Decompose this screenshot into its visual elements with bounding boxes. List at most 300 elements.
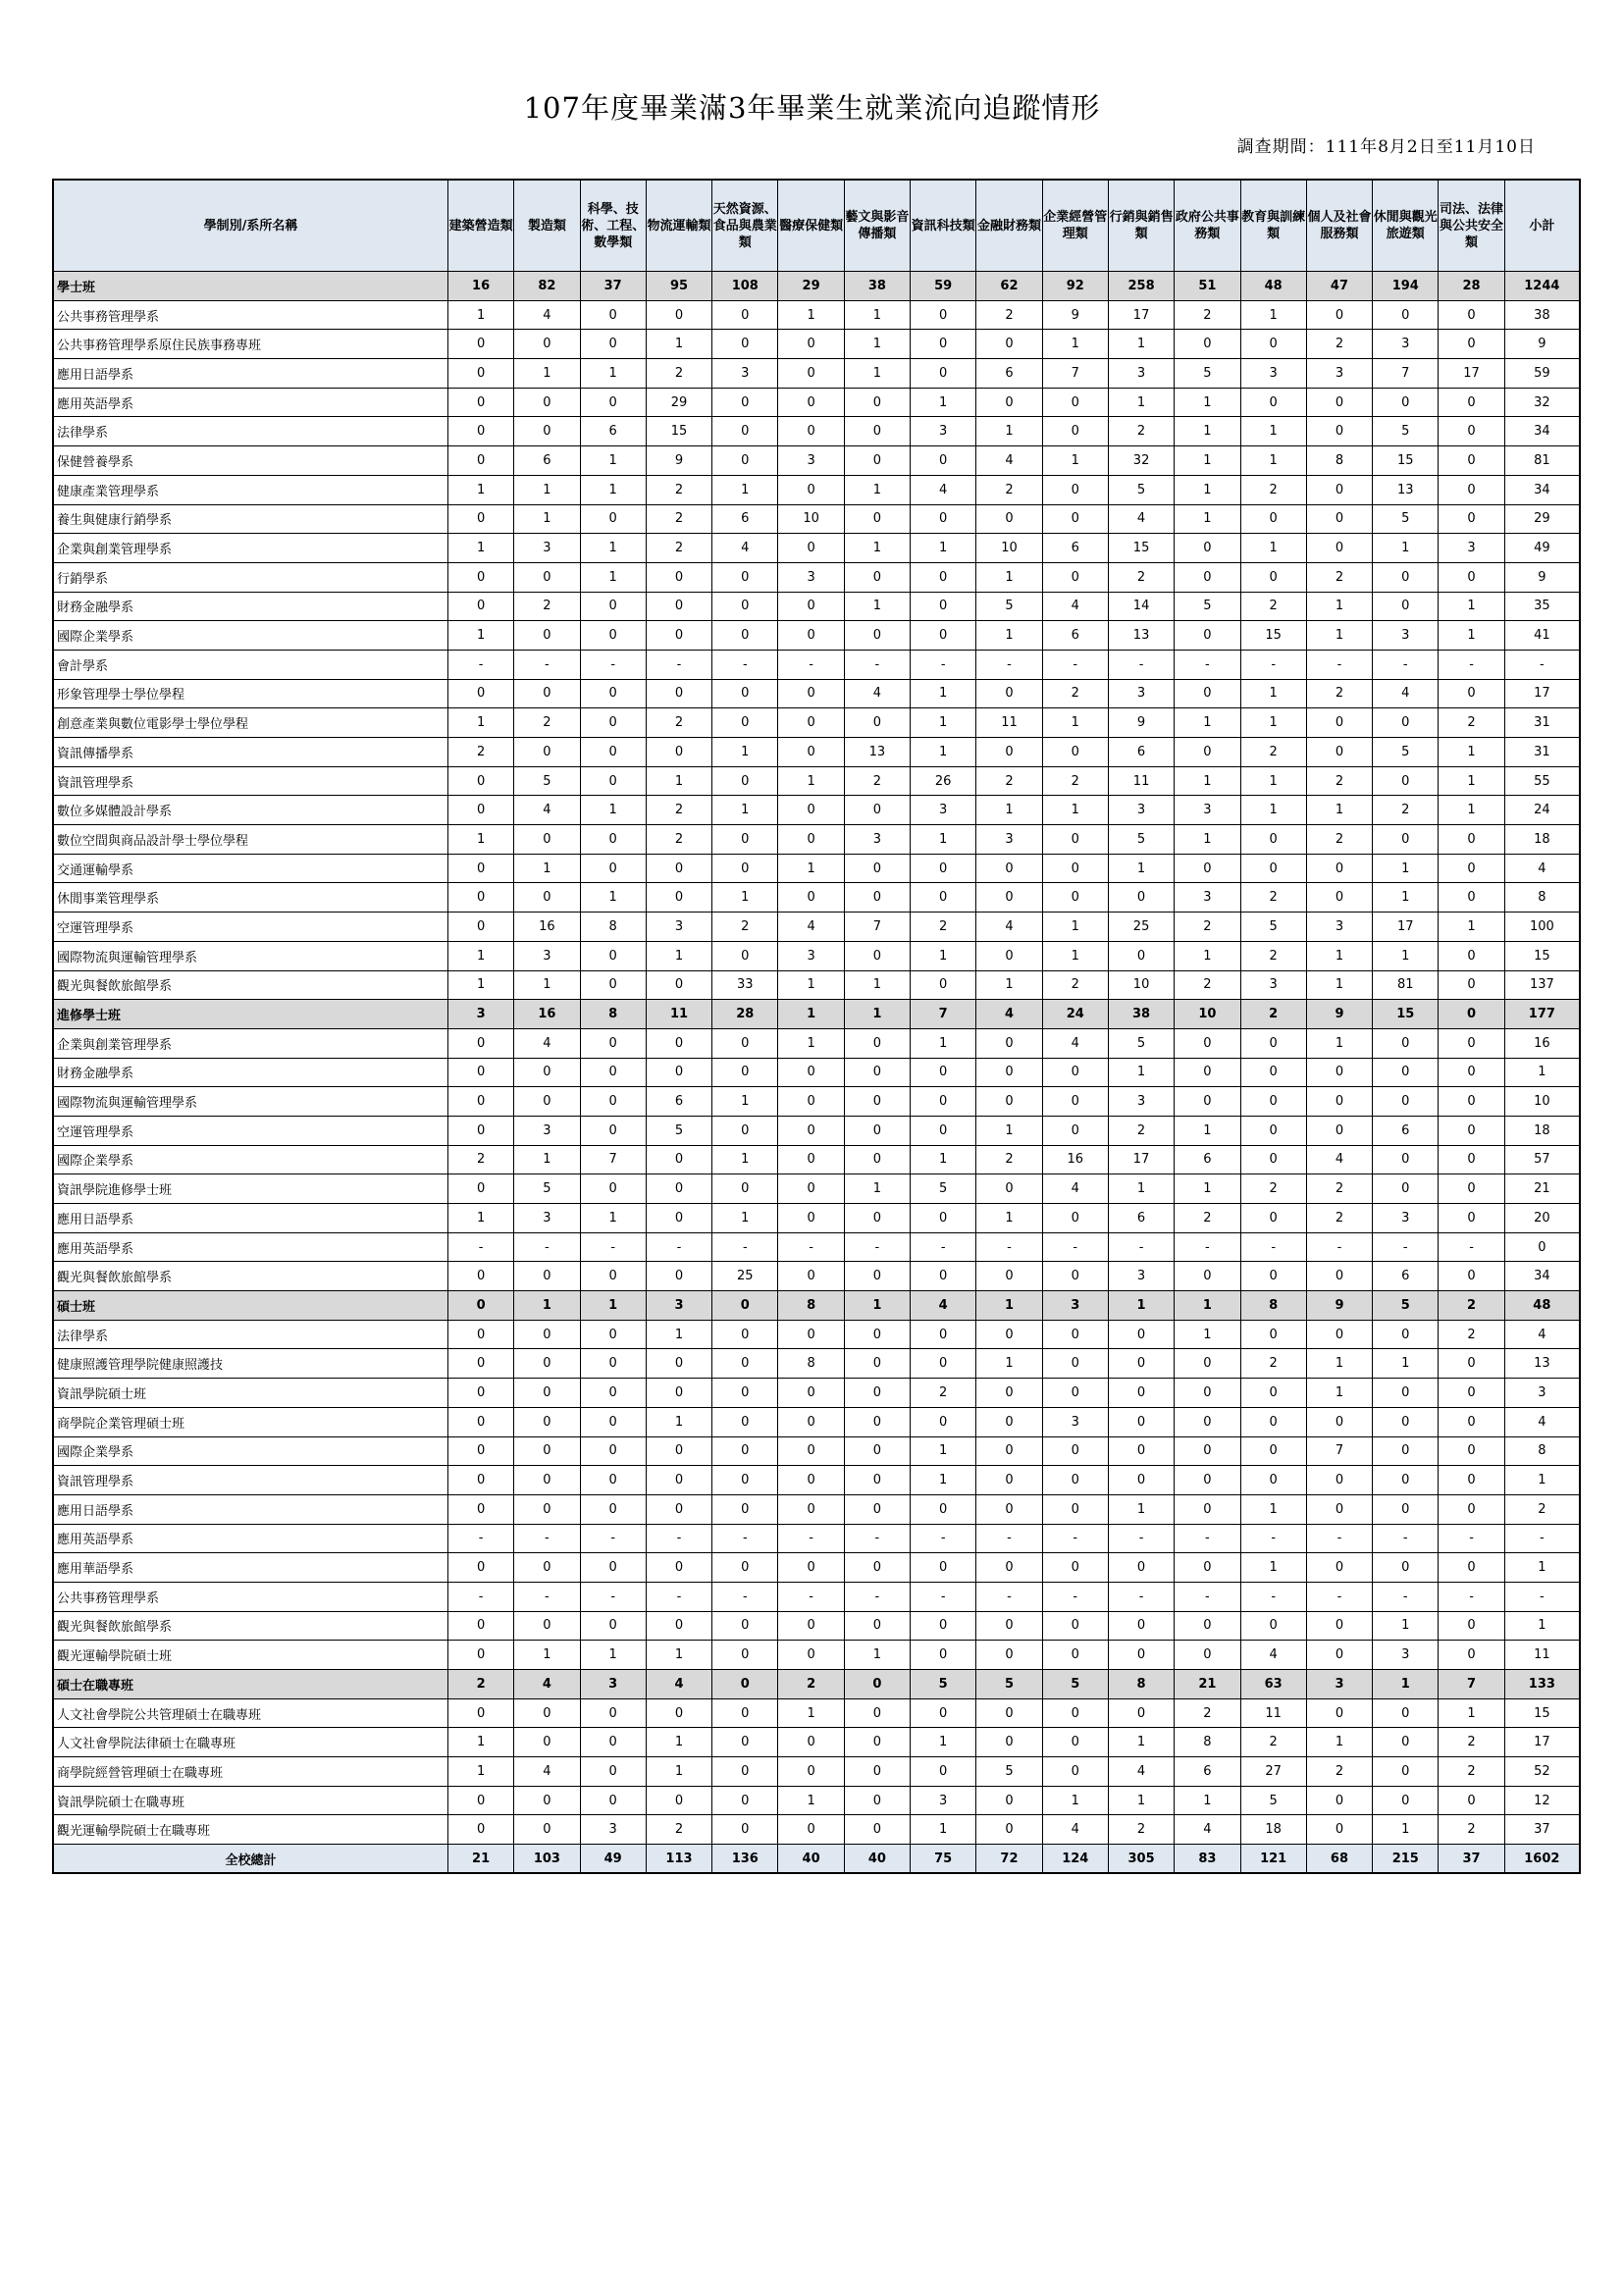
value-cell: 92 (1042, 272, 1108, 301)
value-cell: 27 (1240, 1757, 1306, 1787)
value-cell: 0 (447, 1174, 513, 1204)
value-cell: 0 (712, 446, 778, 476)
value-cell: 0 (778, 1815, 844, 1845)
table-row (53, 504, 1580, 534)
value-cell: 4 (514, 796, 580, 825)
subtotal-cell: 29 (1504, 504, 1580, 534)
value-cell: - (911, 650, 976, 679)
value-cell: 1 (911, 825, 976, 855)
dept-name-cell: 形象管理學士學位學程 (53, 679, 447, 708)
value-cell: - (712, 650, 778, 679)
dept-name-cell: 保健營養學系 (53, 446, 447, 476)
value-cell: 0 (646, 1698, 711, 1728)
dept-name-cell: 法律學系 (53, 417, 447, 446)
value-cell: 0 (976, 388, 1042, 417)
value-cell: 0 (1373, 1698, 1439, 1728)
value-cell: 29 (646, 388, 711, 417)
page-title: 107年度畢業滿3年畢業生就業流向追蹤情形 (523, 91, 1101, 125)
value-cell: 1 (646, 1407, 711, 1436)
value-cell: 7 (911, 1000, 976, 1029)
value-cell: 3 (1373, 330, 1439, 359)
value-cell: 0 (712, 330, 778, 359)
value-cell: 47 (1306, 272, 1372, 301)
value-cell: 0 (514, 679, 580, 708)
value-cell: 0 (976, 1379, 1042, 1408)
value-cell: 1 (1108, 854, 1174, 883)
value-cell: 0 (580, 1786, 646, 1815)
value-cell: 0 (778, 1611, 844, 1641)
subtotal-cell: - (1504, 650, 1580, 679)
value-cell: 4 (514, 1757, 580, 1787)
value-cell: 0 (1306, 1815, 1372, 1845)
subtotal-cell: 32 (1504, 388, 1580, 417)
value-cell: 0 (1439, 854, 1504, 883)
subtotal-cell: 31 (1504, 708, 1580, 738)
value-cell: 0 (447, 1815, 513, 1845)
value-cell: 0 (844, 1087, 910, 1117)
dept-name-cell: 交通運輸學系 (53, 854, 447, 883)
dept-name-cell: 國際企業學系 (53, 621, 447, 651)
value-cell: 1 (580, 446, 646, 476)
value-cell: 6 (1373, 1262, 1439, 1291)
value-cell: - (1240, 650, 1306, 679)
value-cell: 0 (1306, 300, 1372, 330)
value-cell: 0 (1108, 941, 1174, 970)
value-cell: 1 (1108, 1728, 1174, 1757)
dept-name-cell: 國際物流與運輸管理學系 (53, 941, 447, 970)
value-cell: 0 (1042, 1641, 1108, 1670)
value-cell: 1 (1175, 708, 1240, 738)
subtotal-cell: 4 (1504, 1320, 1580, 1349)
table-row (53, 417, 1580, 446)
subtotal-cell: 16 (1504, 1028, 1580, 1058)
value-cell: 0 (646, 1204, 711, 1233)
value-cell: 1 (976, 1116, 1042, 1145)
value-cell: 0 (646, 1494, 711, 1524)
value-cell: 0 (844, 1349, 910, 1379)
value-cell: 0 (447, 1436, 513, 1466)
value-cell: 4 (1042, 1028, 1108, 1058)
value-cell: 2 (976, 300, 1042, 330)
table-row (53, 1087, 1580, 1117)
value-cell: - (778, 1232, 844, 1262)
value-cell: 1 (1373, 854, 1439, 883)
subtotal-cell: 37 (1504, 1815, 1580, 1845)
table-row (53, 1466, 1580, 1495)
value-cell: 0 (1439, 1116, 1504, 1145)
value-cell: 0 (580, 388, 646, 417)
header-category: 政府公共事務類 (1175, 180, 1240, 272)
value-cell: 0 (976, 1087, 1042, 1117)
value-cell: 0 (1042, 1611, 1108, 1641)
value-cell: 0 (580, 1320, 646, 1349)
dept-name-cell: 商學院企業管理碩士班 (53, 1407, 447, 1436)
header-category: 天然資源、食品與農業類 (712, 180, 778, 272)
subtotal-cell: 57 (1504, 1145, 1580, 1174)
value-cell: - (447, 1232, 513, 1262)
value-cell: 15 (1373, 446, 1439, 476)
value-cell: 5 (1108, 1028, 1174, 1058)
subtotal-cell: 1 (1504, 1553, 1580, 1583)
subtotal-cell: 8 (1504, 1436, 1580, 1466)
value-cell: 0 (712, 1349, 778, 1379)
value-cell: 0 (1439, 825, 1504, 855)
value-cell: 0 (1042, 417, 1108, 446)
value-cell: 1 (1306, 970, 1372, 1000)
value-cell: 5 (1373, 1291, 1439, 1321)
header-category: 製造類 (514, 180, 580, 272)
value-cell: 0 (911, 1641, 976, 1670)
value-cell: 1 (580, 534, 646, 563)
value-cell: 5 (1042, 1670, 1108, 1699)
value-cell: 10 (778, 504, 844, 534)
value-cell: 11 (976, 708, 1042, 738)
table-row (53, 970, 1580, 1000)
subtotal-cell: 11 (1504, 1641, 1580, 1670)
value-cell: 1 (911, 1436, 976, 1466)
value-cell: 1 (1373, 1611, 1439, 1641)
value-cell: 108 (712, 272, 778, 301)
value-cell: 0 (447, 1553, 513, 1583)
value-cell: 0 (911, 446, 976, 476)
value-cell: 0 (1175, 621, 1240, 651)
value-cell: 0 (646, 883, 711, 913)
value-cell: 0 (1306, 708, 1372, 738)
value-cell: 1 (976, 970, 1042, 1000)
value-cell: 0 (1108, 1379, 1174, 1408)
value-cell: 5 (911, 1174, 976, 1204)
value-cell: 2 (1439, 1815, 1504, 1845)
value-cell: 6 (1042, 621, 1108, 651)
value-cell: 51 (1175, 272, 1240, 301)
subtotal-cell: 15 (1504, 1698, 1580, 1728)
table-row (53, 708, 1580, 738)
value-cell: 194 (1373, 272, 1439, 301)
value-cell: 2 (1240, 1000, 1306, 1029)
value-cell: 37 (580, 272, 646, 301)
value-cell: 0 (514, 1058, 580, 1087)
subtotal-cell: 1244 (1504, 272, 1580, 301)
value-cell: 0 (778, 883, 844, 913)
value-cell: 2 (1175, 913, 1240, 942)
value-cell: - (844, 1524, 910, 1553)
value-cell: 0 (1175, 1028, 1240, 1058)
value-cell: 0 (844, 1262, 910, 1291)
table-row (53, 534, 1580, 563)
value-cell: 0 (712, 388, 778, 417)
value-cell: 1 (1175, 941, 1240, 970)
value-cell: 0 (646, 1174, 711, 1204)
value-cell: 1 (1108, 388, 1174, 417)
value-cell: 1 (1240, 417, 1306, 446)
value-cell: - (514, 1582, 580, 1611)
value-cell: 0 (1306, 1553, 1372, 1583)
value-cell: 1 (1306, 1379, 1372, 1408)
value-cell: 1 (1108, 1058, 1174, 1087)
value-cell: 1 (1175, 766, 1240, 796)
header-category: 休閒與觀光旅遊類 (1373, 180, 1439, 272)
value-cell: 0 (1373, 1174, 1439, 1204)
value-cell: 0 (447, 1379, 513, 1408)
value-cell: 5 (1175, 359, 1240, 389)
value-cell: 4 (976, 1000, 1042, 1029)
value-cell: 0 (778, 475, 844, 504)
value-cell: 2 (976, 766, 1042, 796)
value-cell: 3 (1373, 621, 1439, 651)
value-cell: 1 (1042, 913, 1108, 942)
value-cell: 1 (778, 1000, 844, 1029)
value-cell: 2 (514, 592, 580, 621)
value-cell: - (580, 1582, 646, 1611)
value-cell: 4 (514, 1028, 580, 1058)
header-category: 金融財務類 (976, 180, 1042, 272)
value-cell: 0 (1108, 1611, 1174, 1641)
value-cell: 0 (1042, 1204, 1108, 1233)
value-cell: 2 (976, 1145, 1042, 1174)
value-cell: 0 (580, 825, 646, 855)
value-cell: 0 (911, 1087, 976, 1117)
subtotal-cell: 1 (1504, 1466, 1580, 1495)
value-cell: 1 (1306, 592, 1372, 621)
value-cell: 5 (514, 766, 580, 796)
value-cell: 0 (447, 1466, 513, 1495)
dept-name-cell: 觀光與餐飲旅館學系 (53, 970, 447, 1000)
value-cell: 0 (1373, 1058, 1439, 1087)
value-cell: 0 (1373, 1786, 1439, 1815)
value-cell: 1 (844, 1291, 910, 1321)
value-cell: - (1373, 1524, 1439, 1553)
value-cell: 0 (778, 1436, 844, 1466)
table-row (53, 300, 1580, 330)
value-cell: 0 (447, 1262, 513, 1291)
value-cell: 0 (778, 621, 844, 651)
value-cell: 0 (1042, 1728, 1108, 1757)
dept-name-cell: 應用英語學系 (53, 388, 447, 417)
value-cell: 3 (911, 417, 976, 446)
value-cell: 0 (1240, 1058, 1306, 1087)
value-cell: 1 (1108, 1786, 1174, 1815)
value-cell: 0 (514, 1379, 580, 1408)
dept-name-cell: 企業與創業管理學系 (53, 1028, 447, 1058)
value-cell: - (911, 1524, 976, 1553)
value-cell: 0 (976, 679, 1042, 708)
value-cell: 0 (447, 504, 513, 534)
value-cell: 3 (778, 562, 844, 592)
value-cell: 0 (580, 1407, 646, 1436)
value-cell: 0 (1240, 562, 1306, 592)
value-cell: 0 (447, 1641, 513, 1670)
value-cell: 0 (646, 738, 711, 767)
table-row (53, 475, 1580, 504)
subtotal-cell: 12 (1504, 1786, 1580, 1815)
value-cell: 2 (447, 1670, 513, 1699)
value-cell: 3 (514, 534, 580, 563)
value-cell: 0 (580, 1028, 646, 1058)
header-category: 資訊科技類 (911, 180, 976, 272)
value-cell: 0 (976, 1058, 1042, 1087)
value-cell: 4 (1175, 1815, 1240, 1845)
value-cell: 0 (1373, 562, 1439, 592)
value-cell: 0 (646, 1436, 711, 1466)
subtotal-cell: 34 (1504, 1262, 1580, 1291)
value-cell: 0 (447, 1320, 513, 1349)
table-row (53, 1204, 1580, 1233)
value-cell: 1 (580, 1641, 646, 1670)
value-cell: 0 (844, 1466, 910, 1495)
value-cell: 1 (1175, 417, 1240, 446)
value-cell: 0 (911, 504, 976, 534)
value-cell: 0 (911, 1116, 976, 1145)
value-cell: 2 (1306, 1204, 1372, 1233)
value-cell: 0 (778, 679, 844, 708)
value-cell: 16 (447, 272, 513, 301)
value-cell: 0 (976, 1698, 1042, 1728)
survey-period: 調查期間：111年8月2日至11月10日 (1236, 137, 1536, 157)
value-cell: 0 (1306, 475, 1372, 504)
value-cell: 1 (1240, 796, 1306, 825)
value-cell: 0 (514, 562, 580, 592)
value-cell: 1 (844, 330, 910, 359)
value-cell: 0 (844, 1494, 910, 1524)
value-cell: 0 (778, 1728, 844, 1757)
value-cell: 0 (1439, 1786, 1504, 1815)
value-cell: 8 (1306, 446, 1372, 476)
subtotal-cell: 34 (1504, 417, 1580, 446)
value-cell: 4 (1306, 1145, 1372, 1174)
value-cell: 0 (778, 1262, 844, 1291)
value-cell: 0 (1439, 562, 1504, 592)
dept-name-cell: 會計學系 (53, 650, 447, 679)
value-cell: 0 (976, 1407, 1042, 1436)
value-cell: 2 (646, 796, 711, 825)
value-cell: 0 (911, 1553, 976, 1583)
header-category: 藝文與影音傳播類 (844, 180, 910, 272)
value-cell: 95 (646, 272, 711, 301)
value-cell: 2 (447, 738, 513, 767)
header-category: 行銷與銷售類 (1108, 180, 1174, 272)
value-cell: 1 (1175, 504, 1240, 534)
dept-name-cell: 國際企業學系 (53, 1436, 447, 1466)
value-cell: 0 (1306, 534, 1372, 563)
value-cell: 0 (712, 1494, 778, 1524)
value-cell: 0 (1108, 1349, 1174, 1379)
value-cell: 1 (1175, 1786, 1240, 1815)
value-cell: 1 (844, 475, 910, 504)
value-cell: 2 (646, 475, 711, 504)
value-cell: 0 (580, 1174, 646, 1204)
value-cell: 1 (911, 1728, 976, 1757)
value-cell: - (514, 1232, 580, 1262)
dept-name-cell: 法律學系 (53, 1320, 447, 1349)
value-cell: 2 (1439, 1320, 1504, 1349)
value-cell: 4 (1240, 1641, 1306, 1670)
value-cell: 0 (1306, 738, 1372, 767)
value-cell: 9 (1108, 708, 1174, 738)
value-cell: 3 (911, 796, 976, 825)
value-cell: 1 (1175, 475, 1240, 504)
value-cell: 0 (1439, 1466, 1504, 1495)
value-cell: 0 (514, 621, 580, 651)
value-cell: 0 (447, 359, 513, 389)
value-cell: 0 (844, 1698, 910, 1728)
header-category: 科學、技術、工程、數學類 (580, 180, 646, 272)
dept-name-cell: 創意產業與數位電影學士學位學程 (53, 708, 447, 738)
value-cell: 2 (1108, 1815, 1174, 1845)
value-cell: 6 (1175, 1145, 1240, 1174)
table-row (53, 1786, 1580, 1815)
value-cell: - (1042, 1582, 1108, 1611)
value-cell: 1 (1175, 446, 1240, 476)
value-cell: 0 (976, 504, 1042, 534)
dept-name-cell: 健康照護管理學院健康照護技 (53, 1349, 447, 1379)
value-cell: 0 (844, 1116, 910, 1145)
value-cell: 0 (1175, 1379, 1240, 1408)
value-cell: 0 (1175, 534, 1240, 563)
value-cell: 0 (712, 766, 778, 796)
value-cell: - (1373, 650, 1439, 679)
value-cell: 0 (778, 1174, 844, 1204)
value-cell: 0 (712, 1466, 778, 1495)
value-cell: 1 (1439, 796, 1504, 825)
value-cell: 0 (712, 1320, 778, 1349)
value-cell: 4 (911, 1291, 976, 1321)
value-cell: 0 (1108, 1641, 1174, 1670)
value-cell: 62 (976, 272, 1042, 301)
value-cell: 0 (1175, 1494, 1240, 1524)
value-cell: 0 (712, 1786, 778, 1815)
value-cell: 14 (1108, 592, 1174, 621)
value-cell: 0 (778, 1320, 844, 1349)
dept-name-cell: 國際物流與運輸管理學系 (53, 1087, 447, 1117)
value-cell: 2 (911, 1379, 976, 1408)
value-cell: - (911, 1232, 976, 1262)
value-cell: 0 (1175, 330, 1240, 359)
value-cell: 4 (911, 475, 976, 504)
value-cell: 0 (1439, 388, 1504, 417)
value-cell: 0 (844, 1728, 910, 1757)
subtotal-cell: 13 (1504, 1349, 1580, 1379)
dept-name-cell: 公共事務管理學系 (53, 1582, 447, 1611)
value-cell: 0 (1306, 388, 1372, 417)
value-cell: - (1439, 1524, 1504, 1553)
subtotal-cell: 8 (1504, 883, 1580, 913)
value-cell: 5 (1373, 417, 1439, 446)
value-cell: 16 (1042, 1145, 1108, 1174)
value-cell: 25 (712, 1262, 778, 1291)
dept-name-cell: 學士班 (53, 272, 447, 301)
dept-name-cell: 空運管理學系 (53, 913, 447, 942)
value-cell: 0 (911, 330, 976, 359)
value-cell: 18 (1240, 1815, 1306, 1845)
value-cell: 0 (712, 1611, 778, 1641)
value-cell: 1 (1439, 766, 1504, 796)
value-cell: 0 (778, 1087, 844, 1117)
value-cell: 1 (580, 1291, 646, 1321)
value-cell: 0 (1306, 1466, 1372, 1495)
value-cell: 0 (1175, 1436, 1240, 1466)
value-cell: 28 (1439, 272, 1504, 301)
value-cell: 1 (976, 1349, 1042, 1379)
value-cell: - (1175, 1232, 1240, 1262)
value-cell: 1 (1373, 534, 1439, 563)
value-cell: 0 (844, 1320, 910, 1349)
value-cell: 0 (1373, 1466, 1439, 1495)
value-cell: 0 (1439, 417, 1504, 446)
value-cell: 1 (1175, 1116, 1240, 1145)
value-cell: 0 (976, 1641, 1042, 1670)
value-cell: 0 (1439, 475, 1504, 504)
dept-name-cell: 碩士班 (53, 1291, 447, 1321)
